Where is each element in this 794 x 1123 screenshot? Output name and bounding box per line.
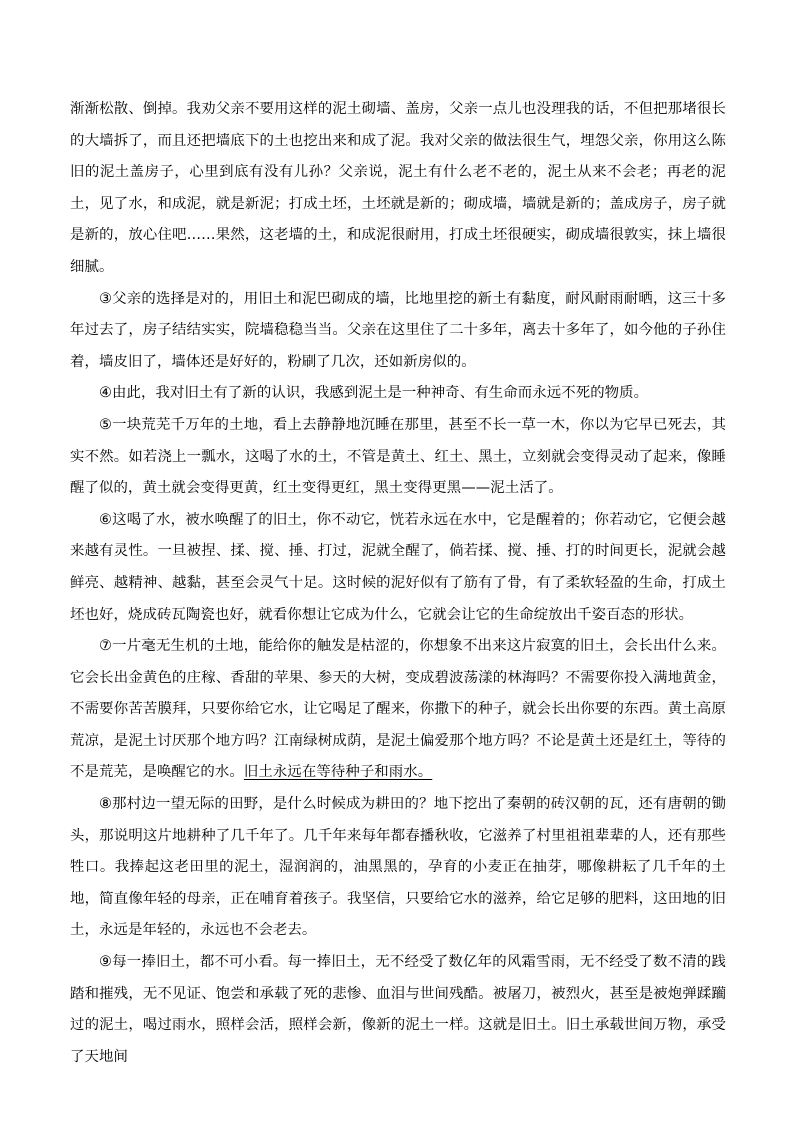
paragraph-4: ④由此，我对旧土有了新的认识，我感到泥土是一种神奇、有生命而永远不死的物质。 xyxy=(99,385,649,402)
paragraph-9: ⑨每一捧旧土，都不可小看。每一捧旧土，无不经受了数亿年的风霜雪雨，无不经受了数不清的践踏和摧残，无不见证、饱尝和承载了死的悲惨、血泪与世间残酷。被屠刀，被烈火，甚至是被炮弹蹂躏过的泥土，喝过雨水，照样会活，照样会新，像新的泥土一样。这就是旧土。旧土承载世间万物，承受了天地间 xyxy=(70,954,726,1065)
paragraph-5: ⑤一块荒芜千万年的土地，看上去静静地沉睡在那里，甚至不长一草一木，你以为它早已死去，其实不然。如若浇上一瓢水，这喝了水的土，不管是黄土、红土、黑土，立刻就会变得灵动了起来，像睡醒了似的，黄土就会变得更黄，红土变得更红，黑土变得更黑——泥土活了。 xyxy=(70,416,726,497)
paragraph-8: ⑧那村边一望无际的田野，是什么时候成为耕田的？地下挖出了秦朝的砖汉朝的瓦，还有唐朝的锄头，那说明这片地耕种了几千年了。几千年来每年都春播秋收，它滋养了村里祖祖辈辈的人，还有那些牲口。我捧起这老田里的泥土，湿润润的，油黑黑的，孕育的小麦正在抽芽，哪像耕耘了几千年的土地，简直像年轻的母亲，正在哺育着孩子。我坚信，只要给它水的滋养，给它足够的肥料，这田地的旧土，永远是年轻的，永远也不会老去。 xyxy=(70,796,726,939)
paragraph-continuation: 渐渐松散、倒掉。我劝父亲不要用这样的泥土砌墙、盖房，父亲一点儿也没理我的话，不但把那堵很长的大墙拆了，而且还把墙底下的土也挖出来和成了泥。我对父亲的做法很生气，埋怨父亲，你用这么陈旧的泥土盖房子，心里到底有没有儿孙？父亲说，泥土有什么老不老的，泥土从来不会老；再老的泥土，见了水，和成泥，就是新泥；打成土坯，土坯就是新的；砌成墙，墙就是新的；盖成房子，房子就是新的，放心住吧……果然，这老墙的土，和成泥很耐用，打成土坯很硬实，砌成墙很敦实，抹上墙很细腻。 xyxy=(70,101,726,275)
underlined-sentence: 旧土永远在等待种子和雨水。 xyxy=(243,764,433,781)
paragraph-7 xyxy=(70,631,726,789)
article-body xyxy=(70,94,726,1073)
paragraph-3: ③父亲的选择是对的，用旧土和泥巴砌成的墙，比地里挖的新土有黏度，耐风耐雨耐晒，这三十多年过去了，房子结结实实，院墙稳稳当当。父亲在这里住了二十多年，离去十多年了，如今他的子孙住着，墙皮旧了，墙体还是好好的，粉刷了几次，还如新房似的。 xyxy=(70,290,726,370)
paragraph-6: ⑥这喝了水，被水唤醒了的旧土，你不动它，恍若永远在水中，它是醒着的；你若动它，它便会越来越有灵性。一旦被捏、揉、搅、捶、打过，泥就全醒了，倘若揉、搅、捶、打的时间更长，泥就会越鲜亮、越精神、越黏，甚至会灵气十足。这时候的泥好似有了筋有了骨，有了柔软轻盈的生命，打成土坯也好，烧成砖瓦陶瓷也好，就看你想让它成为什么，它就会让它的生命绽放出千姿百态的形状。 xyxy=(70,511,726,623)
paragraph-7-text: ⑦一片毫无生机的土地，能给你的触发是枯涩的，你想象不出来这片寂寞的旧土，会长出什么来。它会长出金黄色的庄稼、香甜的苹果、参天的大树，变成碧波荡漾的林海吗？不需要你投入满地黄金，不需要你苦苦膜拜，只要你给它水，让它喝足了醒来，你撒下的种子，就会长出你要的东西。黄土高原荒凉，是泥土讨厌那个地方吗？江南绿树成荫，是泥土偏爱那个地方吗？不论是黄土还是红土，等待的不是荒芜，是唤醒它的水。 xyxy=(70,638,726,781)
